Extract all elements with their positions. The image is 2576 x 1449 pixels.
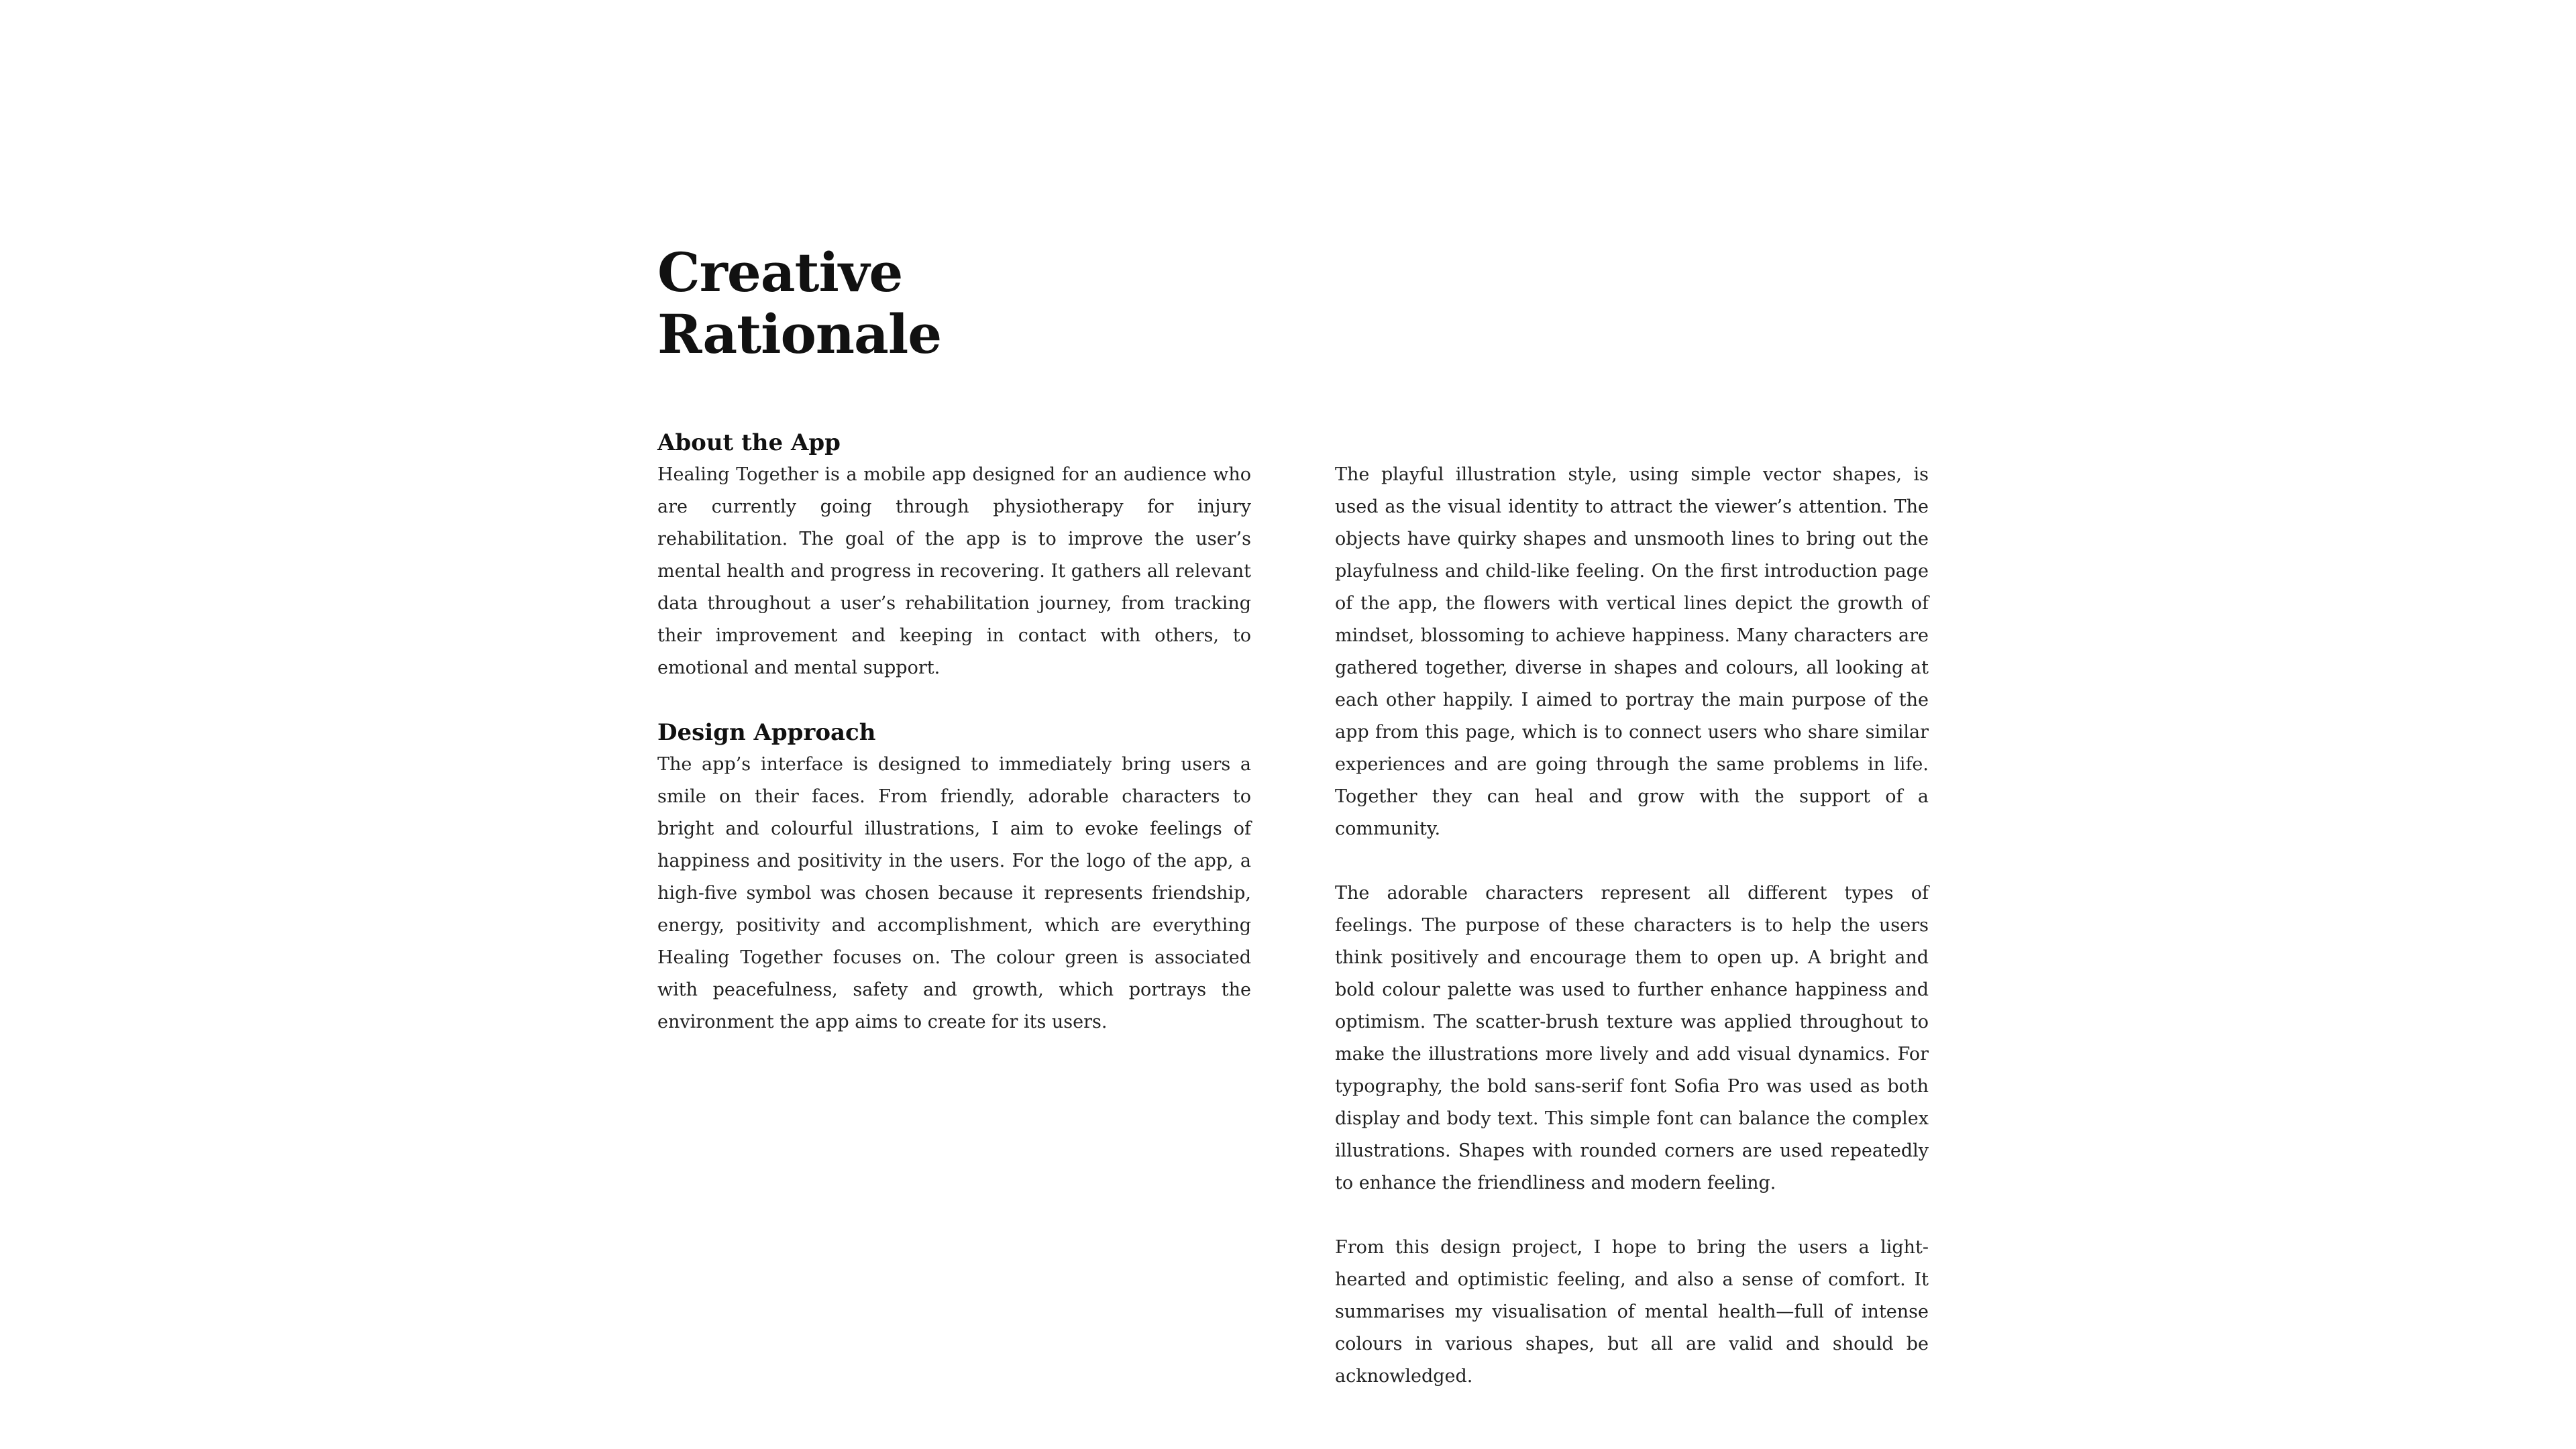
page-title-line-2: Rationale xyxy=(657,303,942,366)
right-column xyxy=(1335,459,1929,1393)
illustration-style-paragraph: The playful illustration style, using simple vector shapes, is used as the visual identity to attract the viewer’s attention. The objects have quirky shapes and unsmooth lines to bring out the playfulness and child-like feeling. On the first introduction page of the app, the flowers with vertical lines depict the growth of mindset, blossoming to achieve happiness. Many characters are gathered together, diverse in shapes and colours, all looking at each other happily. I aimed to portray the main purpose of the app from this page, which is to connect users who share similar experiences and are going through the same problems in life. Together they can heal and grow with the support of a community. xyxy=(1335,464,1929,839)
about-the-app-section xyxy=(657,427,1251,684)
section-heading-design-approach: Design Approach xyxy=(657,719,876,746)
section-heading-about-the-app: About the App xyxy=(657,429,841,456)
design-approach-paragraph: The app’s interface is designed to immediately bring users a smile on their faces. From friendly, adorable characters to bright and colourful illustrations, I aim to evoke feelings of happiness and positivity in the users. For the logo of the app, a high-five symbol was chosen because it represents friendship, energy, positivity and accomplishment, which are everything Healing Together focuses on. The colour green is associated with peacefulness, safety and growth, which portrays the environment the app aims to create for its users. xyxy=(657,754,1251,1032)
design-approach-section xyxy=(657,716,1251,1038)
about-the-app-paragraph: Healing Together is a mobile app designed for an audience who are currently going through physiotherapy for injury rehabilitation. The goal of the app is to improve the user’s mental health and progress in recovering. It gathers all relevant data throughout a user’s rehabilitation journey, from tracking their improvement and keeping in contact with others, to emotional and mental support. xyxy=(657,464,1251,678)
conclusion-paragraph: From this design project, I hope to bring the users a light-hearted and optimistic feeling, and also a sense of comfort. It summarises my visualisation of mental health—full of intense colours in various shapes, but all are valid and should be acknowledged. xyxy=(1335,1237,1929,1387)
page-title-line-1: Creative xyxy=(657,241,903,304)
characters-paragraph: The adorable characters represent all different types of feelings. The purpose of these characters is to help the users think positively and encourage them to open up. A bright and bold colour palette was used to further enhance happiness and optimism. The scatter-brush texture was applied throughout to make the illustrations more lively and add visual dynamics. For typography, the bold sans-serif font Sofia Pro was used as both display and body text. This simple font can balance the complex illustrations. Shapes with rounded corners are used repeatedly to enhance the friendliness and modern feeling. xyxy=(1335,883,1929,1193)
left-column xyxy=(657,427,1251,1038)
page-title xyxy=(657,241,941,365)
